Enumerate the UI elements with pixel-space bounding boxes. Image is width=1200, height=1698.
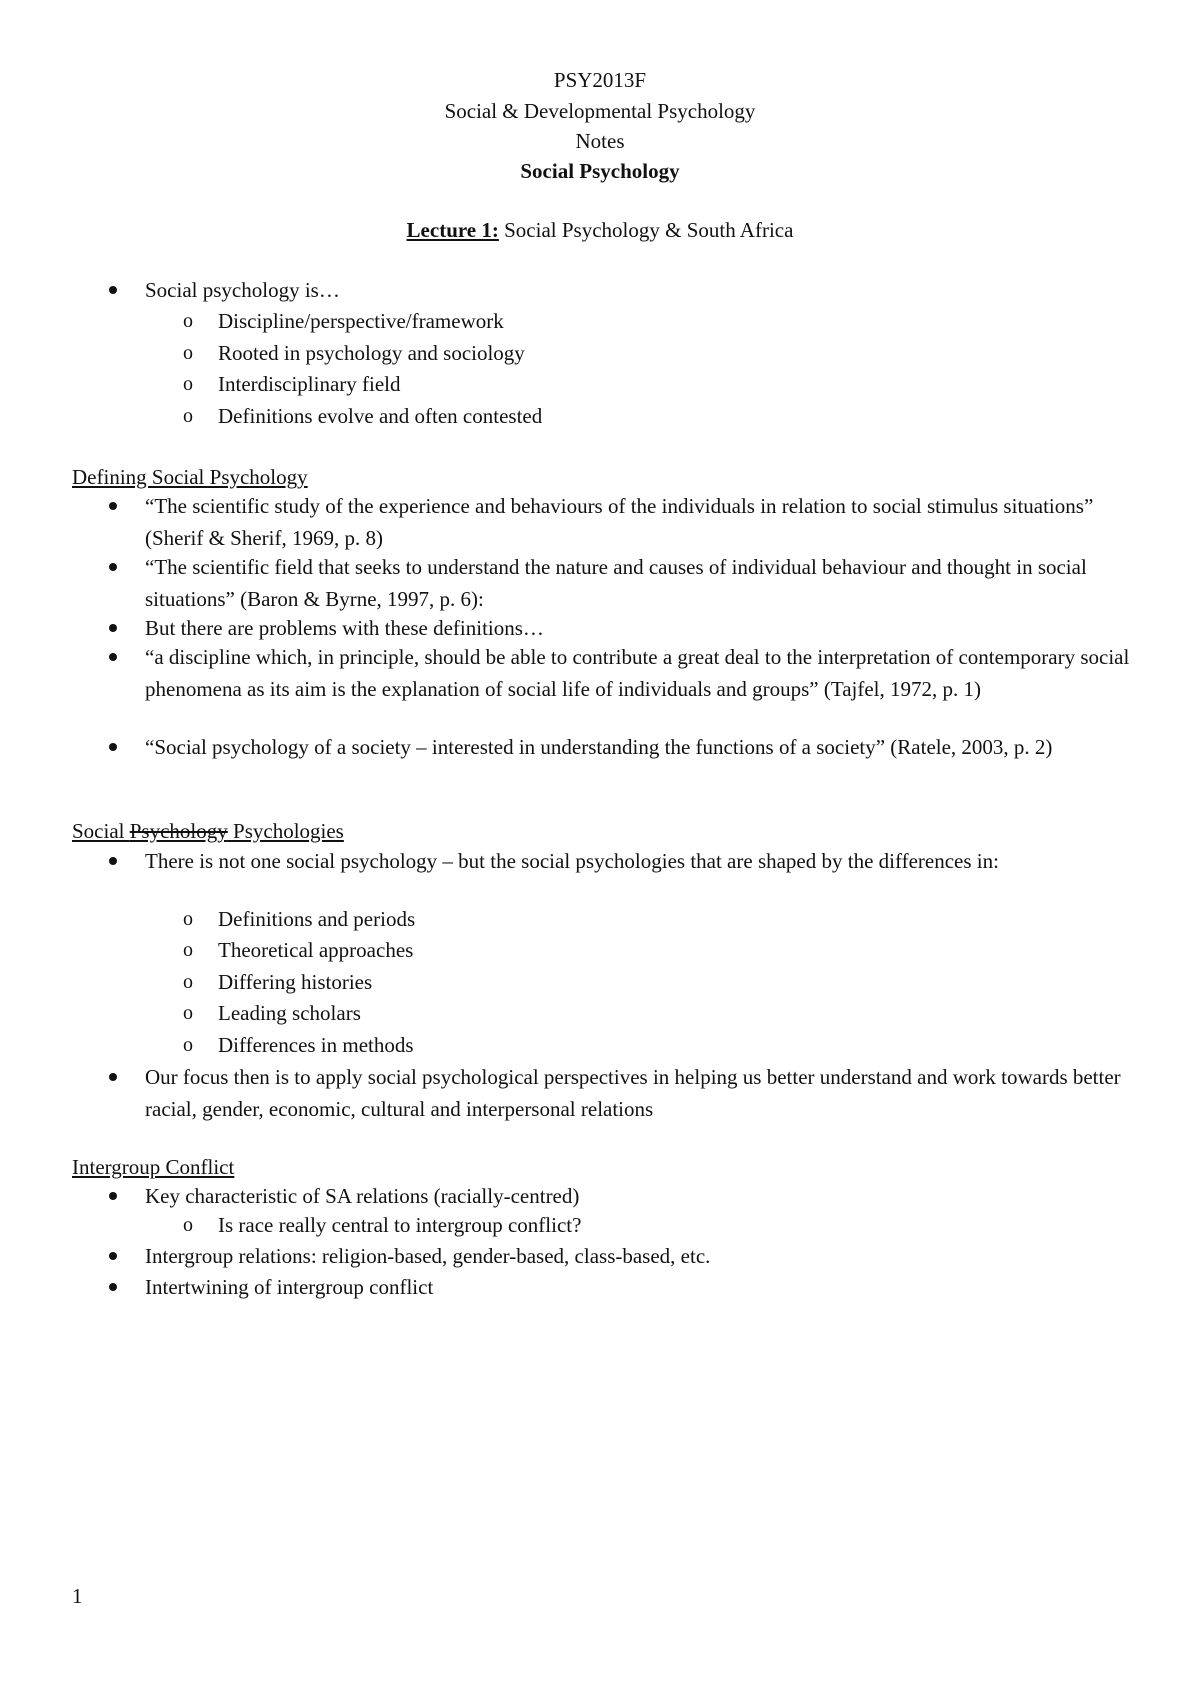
heading-part: Social <box>72 819 130 843</box>
list-item <box>145 1061 1140 1125</box>
list-item <box>145 612 1140 644</box>
list-item <box>145 731 1140 763</box>
sub-list-item-text: Rooted in psychology and sociology <box>218 341 525 365</box>
list-item <box>145 551 1140 615</box>
list-item-text: Key characteristic of SA relations (racially-centred) <box>145 1184 580 1208</box>
list-item <box>145 641 1140 705</box>
course-name: Social & Developmental Psychology <box>444 99 756 123</box>
list-item <box>145 1180 1140 1212</box>
struck-word: Psychology <box>129 819 228 843</box>
sub-list-item <box>183 997 1138 1029</box>
bullet-icon <box>109 1180 129 1212</box>
sub-list-item-text: Is race really central to intergroup conflict? <box>218 1213 582 1237</box>
bullet-icon <box>109 1061 129 1093</box>
sub-list-item <box>183 1029 1138 1061</box>
bullet-icon <box>109 731 129 763</box>
sub-list-item-text: Interdisciplinary field <box>218 372 401 396</box>
list-item-text: “The scientific field that seeks to understand the nature and causes of individual behaviour and thought in social situations” (Baron & Byrne, 1997, p. 6): <box>145 555 1087 611</box>
section-heading-defining: Defining Social Psychology <box>72 465 308 489</box>
hollow-bullet-icon: o <box>183 1214 193 1236</box>
section-heading-conflict: Intergroup Conflict <box>72 1155 235 1179</box>
bullet-icon <box>109 612 129 644</box>
section-title: Social Psychology <box>520 159 680 183</box>
page-number: 1 <box>72 1584 83 1608</box>
list-item-text: Our focus then is to apply social psychological perspectives in helping us better understand and work towards better racial, gender, economic, cultural and interpersonal relations <box>145 1065 1121 1121</box>
hollow-bullet-icon: o <box>183 971 193 993</box>
sub-list-item <box>183 903 1138 935</box>
list-item-text: Intertwining of intergroup conflict <box>145 1275 434 1299</box>
list-item-text: There is not one social psychology – but the social psychologies that are shaped by the differences in: <box>145 849 999 873</box>
section-heading-psychologies <box>72 817 344 845</box>
lecture-label: Lecture 1: <box>406 218 499 242</box>
list-item <box>145 845 1140 877</box>
sub-list-item <box>183 368 1138 400</box>
list-item-text: But there are problems with these definitions… <box>145 616 544 640</box>
hollow-bullet-icon: o <box>183 373 193 395</box>
sub-list-item <box>183 400 1138 432</box>
sub-list-item-text: Differing histories <box>218 970 373 994</box>
sub-list-item-text: Discipline/perspective/framework <box>218 309 504 333</box>
bullet-icon <box>109 845 129 877</box>
hollow-bullet-icon: o <box>183 939 193 961</box>
hollow-bullet-icon: o <box>183 908 193 930</box>
doc-type: Notes <box>575 129 625 153</box>
list-item-text: “The scientific study of the experience and behaviours of the individuals in relation to social stimulus situations” (Sherif & Sherif, 1969, p. 8) <box>145 494 1094 550</box>
list-item <box>145 274 1140 306</box>
hollow-bullet-icon: o <box>183 342 193 364</box>
list-item-text: Social psychology is… <box>145 278 340 302</box>
sub-list-item <box>183 966 1138 998</box>
list-item <box>145 1240 1140 1272</box>
sub-list-item-text: Definitions and periods <box>218 907 416 931</box>
hollow-bullet-icon: o <box>183 405 193 427</box>
list-item-text: “Social psychology of a society – interested in understanding the functions of a society” (Ratele, 2003, p. 2) <box>145 735 1053 759</box>
lecture-title <box>0 216 1200 244</box>
sub-list-item <box>183 1209 1138 1241</box>
list-item-text: Intergroup relations: religion-based, gender-based, class-based, etc. <box>145 1244 711 1268</box>
sub-list-item-text: Theoretical approaches <box>218 938 414 962</box>
sub-list-item <box>183 934 1138 966</box>
hollow-bullet-icon: o <box>183 310 193 332</box>
bullet-icon <box>109 1240 129 1272</box>
bullet-icon <box>109 641 129 673</box>
bullet-icon <box>109 490 129 522</box>
bullet-icon <box>109 274 129 306</box>
sub-list-item <box>183 337 1138 369</box>
list-item <box>145 1271 1140 1303</box>
sub-list-item <box>183 305 1138 337</box>
bullet-icon <box>109 1271 129 1303</box>
bullet-icon <box>109 551 129 583</box>
course-code: PSY2013F <box>553 68 647 92</box>
sub-list-item-text: Differences in methods <box>218 1033 414 1057</box>
hollow-bullet-icon: o <box>183 1002 193 1024</box>
sub-list-item-text: Definitions evolve and often contested <box>218 404 543 428</box>
sub-list-item-text: Leading scholars <box>218 1001 361 1025</box>
list-item <box>145 490 1140 554</box>
list-item-text: “a discipline which, in principle, should be able to contribute a great deal to the interpretation of contemporary social phenomena as its aim is the explanation of social life of individuals and groups” (Tajfel, 1972, p. 1) <box>145 645 1130 701</box>
hollow-bullet-icon: o <box>183 1034 193 1056</box>
heading-part: Psychologies <box>227 819 344 843</box>
lecture-name: Social Psychology & South Africa <box>498 218 794 242</box>
